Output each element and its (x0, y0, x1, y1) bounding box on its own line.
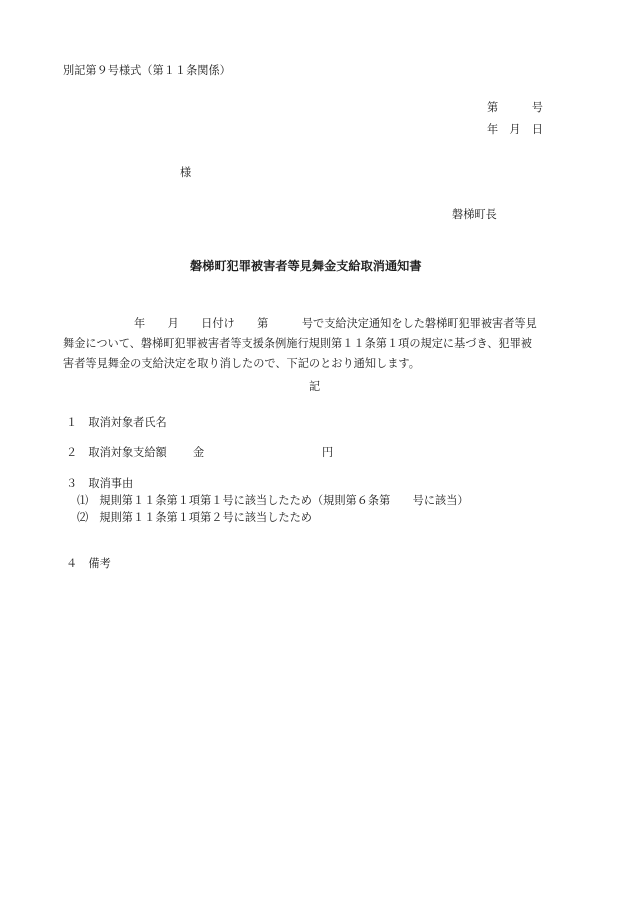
form-label: 別記第９号様式（第１１条関係） (63, 64, 231, 77)
sender-name: 磐梯町長 (452, 208, 497, 221)
item-2-yen: 円 (322, 446, 334, 459)
item-1-target-name: １ 取消対象者氏名 (66, 416, 167, 429)
document-date: 年 月 日 (487, 123, 543, 136)
item-3-reason-label: ３ 取消事由 (66, 477, 134, 490)
document-title: 磐梯町犯罪被害者等見舞金支給取消通知書 (190, 259, 422, 273)
document-number: 第 号 (487, 101, 543, 114)
ki-heading: 記 (309, 380, 321, 393)
body-line-3: 害者等見舞金の支給決定を取り消したので、下記のとおり通知します。 (63, 357, 420, 370)
item-4-remarks: ４ 備考 (66, 557, 111, 570)
item-3-subitem-2: ⑵ 規則第１１条第１項第２号に該当したため (77, 511, 312, 524)
item-2-amount-label: ２ 取消対象支給額 (66, 446, 167, 459)
item-2-kin: 金 (193, 446, 205, 459)
item-3-subitem-1: ⑴ 規則第１１条第１項第１号に該当したため（規則第６条第 号に該当） (77, 494, 469, 507)
body-line-2: 舞金について、磐梯町犯罪被害者等支援条例施行規則第１１条第１項の規定に基づき、犯罪被 (63, 337, 532, 350)
body-paragraph (63, 314, 573, 374)
body-line-1: 年 月 日付け 第 号で支給決定通知をした磐梯町犯罪被害者等見 (134, 317, 537, 330)
recipient-suffix: 様 (180, 166, 192, 179)
